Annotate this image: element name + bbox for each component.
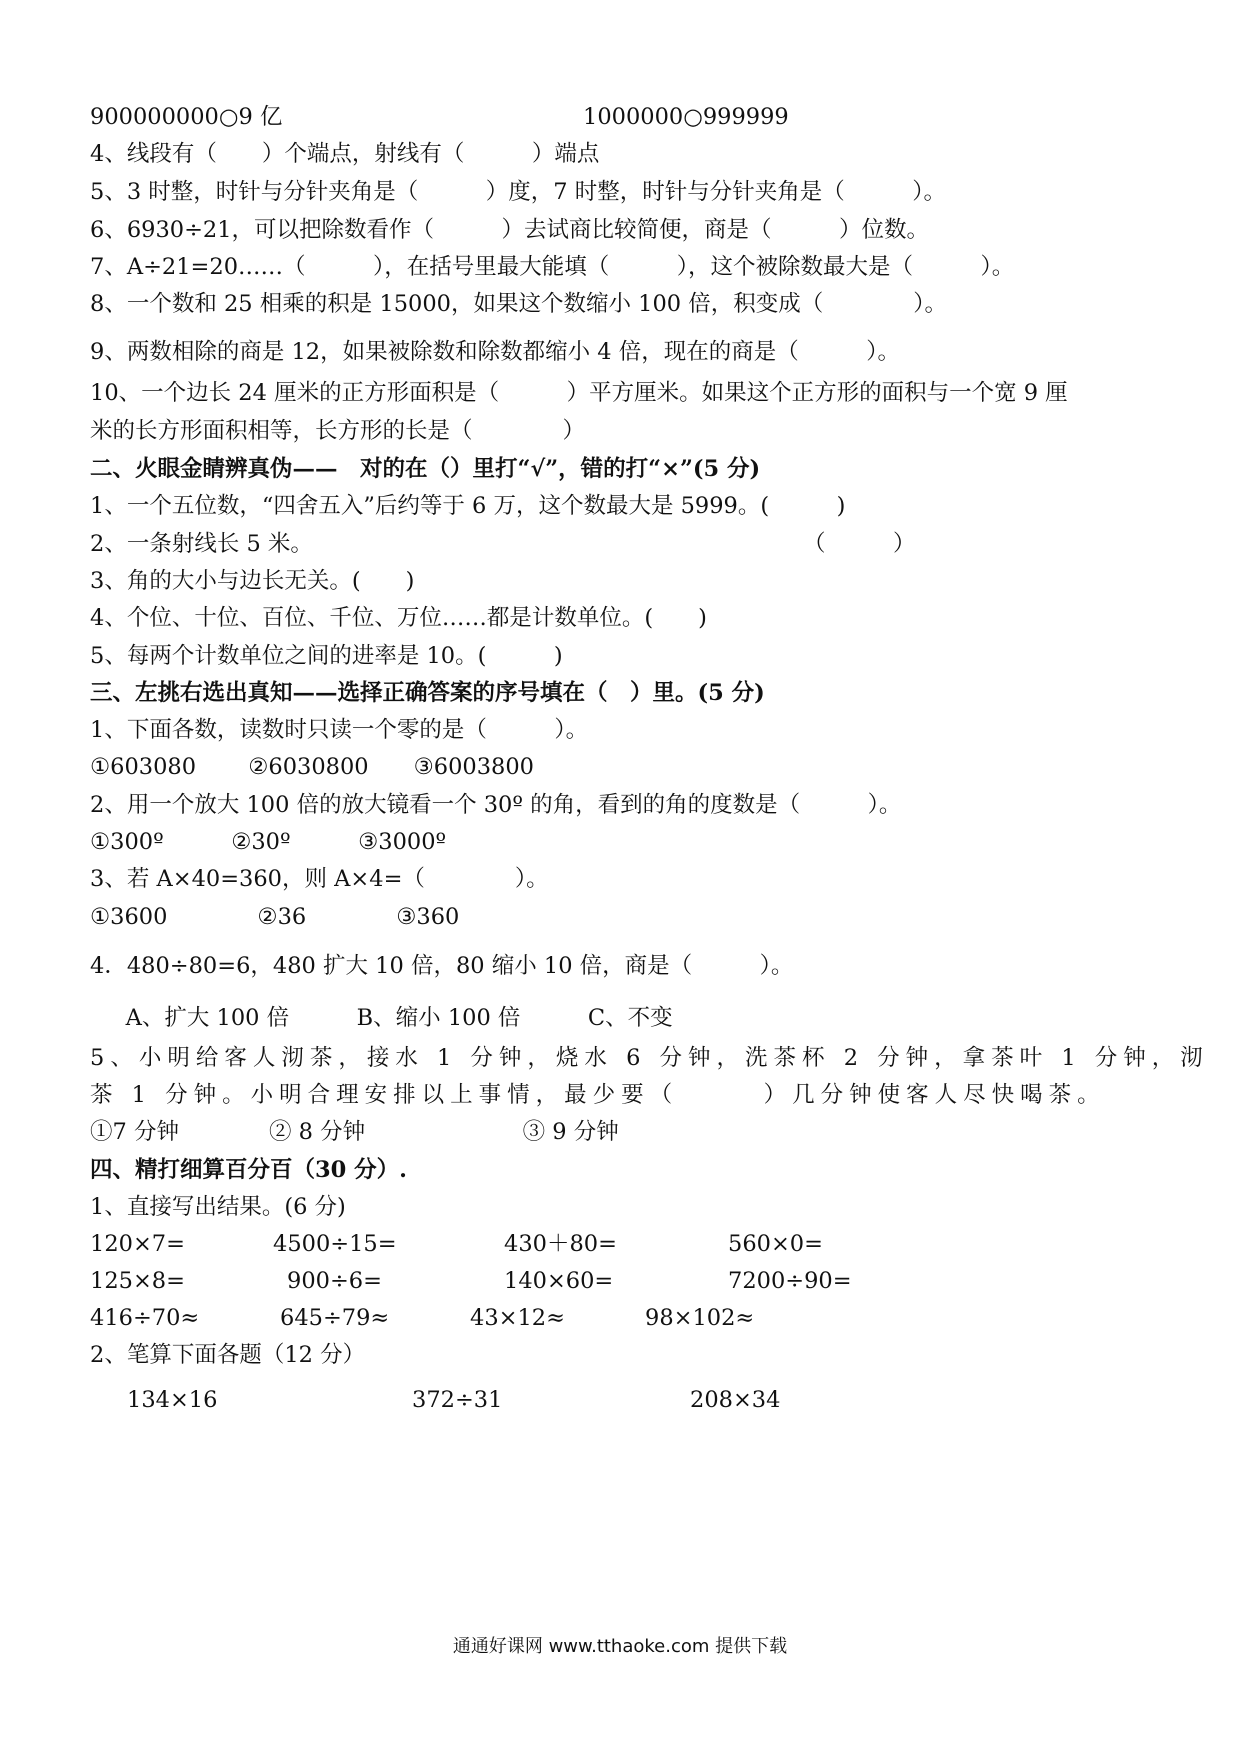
oral-calc-item: 560×0= (728, 1231, 823, 1257)
fill-question-6: 6、6930÷21，可以把除数看作（ ）去试商比较简便，商是（ ）位数。 (90, 217, 930, 243)
choice-question-5-options: ①7 分钟 ② 8 分钟 ③ 9 分钟 (90, 1119, 619, 1145)
oral-calc-item: 140×60= (504, 1268, 614, 1294)
judge-question-2: 2、一条射线长 5 米。 (90, 531, 313, 557)
section-4-title: 四、精打细算百分百（30 分）. (90, 1157, 407, 1183)
fill-question-8: 8、一个数和 25 相乘的积是 15000，如果这个数缩小 100 倍，积变成（ ）。 (90, 291, 947, 317)
estimate-item: 645÷79≈ (280, 1305, 390, 1331)
choice-question-5-line2: 茶 1 分钟。小明合理安排以上事情，最少要（ ）几分钟使客人尽快喝茶。 (90, 1082, 1106, 1108)
fill-question-7: 7、A÷21=20……（ ），在括号里最大能填（ ），这个被除数最大是（ ）。 (90, 254, 1015, 280)
oral-calc-item: 120×7= (90, 1231, 185, 1257)
fill-question-10-line1: 10、一个边长 24 厘米的正方形面积是（ ）平方厘米。如果这个正方形的面积与一个宽 9 厘 (90, 380, 1068, 406)
oral-calc-item: 430＋80= (504, 1231, 617, 1257)
estimate-item: 98×102≈ (645, 1305, 755, 1331)
estimate-item: 416÷70≈ (90, 1305, 200, 1331)
judge-question-2-answer-paren: （ ） (803, 531, 916, 557)
choice-question-2: 2、用一个放大 100 倍的放大镜看一个 30º 的角，看到的角的度数是（ ）。 (90, 792, 902, 818)
fill-question-10-line2: 米的长方形面积相等，长方形的长是（ ） (90, 418, 586, 444)
section-2-title: 二、火眼金睛辨真伪—— 对的在（）里打“√”，错的打“×”(5 分) (90, 456, 761, 482)
footer-credit: 通通好课网 www.tthaoke.com 提供下载 (452, 1636, 788, 1657)
choice-question-4: 4．480÷80=6，480 扩大 10 倍，80 缩小 10 倍，商是（ ）。 (90, 953, 794, 979)
oral-calc-item: 900÷6= (287, 1268, 382, 1294)
fill-question-4: 4、线段有（ ）个端点，射线有（ ）端点 (90, 141, 600, 167)
oral-calc-item: 4500÷15= (273, 1231, 397, 1257)
compare-item-2: 1000000○999999 (583, 104, 789, 130)
choice-question-4-options: A、扩大 100 倍 B、缩小 100 倍 C、不变 (96, 1005, 673, 1031)
choice-question-1-options: ①603080 ②6030800 ③6003800 (90, 754, 534, 780)
judge-question-4: 4、个位、十位、百位、千位、万位……都是计数单位。( ) (90, 605, 707, 631)
oral-calc-item: 7200÷90= (728, 1268, 852, 1294)
written-calc-item: 372÷31 (412, 1387, 503, 1413)
judge-question-1: 1、一个五位数，“四舍五入”后约等于 6 万，这个数最大是 5999。( ) (90, 493, 846, 519)
fill-question-9: 9、两数相除的商是 12，如果被除数和除数都缩小 4 倍，现在的商是（ ）。 (90, 339, 900, 365)
fill-question-5: 5、3 时整，时针与分针夹角是（ ）度，7 时整，时针与分针夹角是（ ）。 (90, 179, 947, 205)
judge-question-3: 3、角的大小与边长无关。( ) (90, 568, 415, 594)
written-calc-heading: 2、笔算下面各题（12 分） (90, 1342, 366, 1368)
choice-question-2-options: ①300º ②30º ③3000º (90, 829, 447, 855)
oral-calc-heading: 1、直接写出结果。(6 分) (90, 1194, 346, 1220)
section-3-title: 三、左挑右选出真知——选择正确答案的序号填在（ ）里。(5 分) (90, 680, 765, 706)
choice-question-3-options: ①3600 ②36 ③360 (90, 904, 460, 930)
written-calc-item: 134×16 (127, 1387, 218, 1413)
compare-item-1: 900000000○9 亿 (90, 104, 283, 130)
judge-question-5: 5、每两个计数单位之间的进率是 10。( ) (90, 643, 563, 669)
written-calc-item: 208×34 (690, 1387, 781, 1413)
choice-question-5-line1: 5、小明给客人沏茶，接水 1 分钟，烧水 6 分钟，洗茶杯 2 分钟，拿茶叶 1 分钟，沏 (90, 1045, 1209, 1071)
choice-question-1: 1、下面各数，读数时只读一个零的是（ ）。 (90, 717, 589, 743)
choice-question-3: 3、若 A×40=360，则 A×4=（ ）。 (90, 866, 549, 892)
oral-calc-item: 125×8= (90, 1268, 185, 1294)
estimate-item: 43×12≈ (470, 1305, 565, 1331)
